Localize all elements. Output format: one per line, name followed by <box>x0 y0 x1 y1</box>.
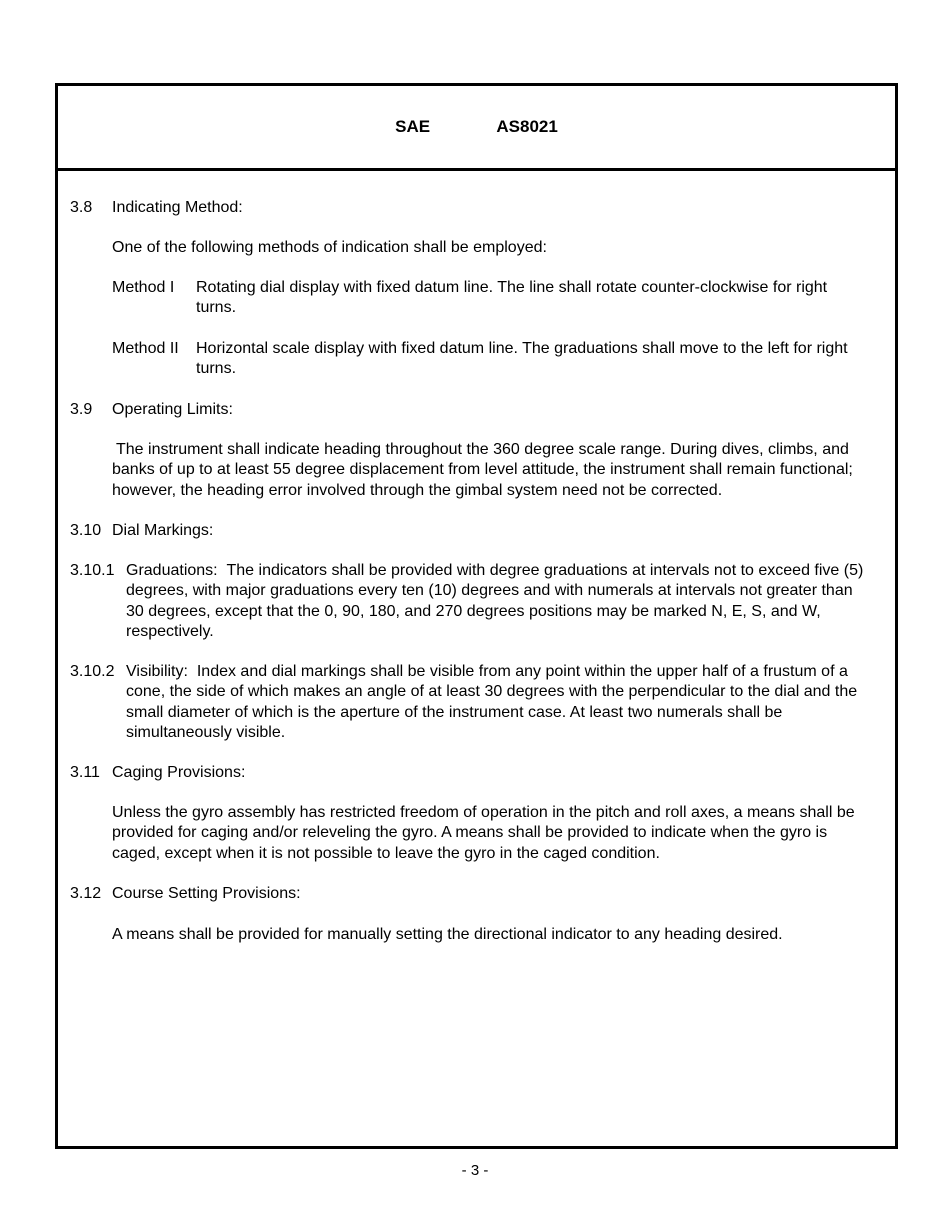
section-3-9-body: The instrument shall indicate heading throughout the 360 degree scale range. During dives, climbs, and banks of up to at least 55 degree displacement from level attitude, the instrument shall remain functional; however, the heading error involved through the gimbal system need not be corrected. <box>112 441 853 499</box>
section-number: 3.10.2 <box>70 663 115 680</box>
section-3-11-heading <box>70 763 246 783</box>
section-title: Caging Provisions: <box>112 764 246 781</box>
section-title: Course Setting Provisions: <box>112 885 301 902</box>
section-body: Index and dial markings shall be visible from any point within the upper half of a frustum of a cone, the side of which makes an angle of at least 30 degrees with the perpendicular to the dial and the small diameter of which is the aperture of the instrument case. At least two numerals shall be simultaneously visible. <box>126 663 858 742</box>
section-number: 3.11 <box>70 764 100 781</box>
section-number: 3.10 <box>70 522 102 539</box>
section-3-10-1 <box>70 561 871 643</box>
section-3-12-body: A means shall be provided for manually setting the directional indicator to any heading desired. <box>112 926 783 943</box>
section-3-8-intro: One of the following methods of indication shall be employed: <box>112 239 547 256</box>
section-3-8-heading <box>70 198 243 218</box>
section-number: 3.8 <box>70 199 93 216</box>
method-2-text: Horizontal scale display with fixed datum line. The graduations shall move to the left for right turns. <box>196 340 848 378</box>
document-header <box>58 86 895 171</box>
section-title: Operating Limits: <box>112 401 233 418</box>
section-3-10-2 <box>70 662 871 744</box>
page-number: - 3 - <box>461 1162 489 1179</box>
section-title: Graduations: <box>126 562 218 579</box>
section-number: 3.10.1 <box>70 562 115 579</box>
section-title: Dial Markings: <box>112 522 214 539</box>
section-title: Indicating Method: <box>112 199 243 216</box>
section-3-11-body: Unless the gyro assembly has restricted freedom of operation in the pitch and roll axes, a means shall be provided for caging and/or releveling the gyro. A means shall be provided to indicate when the gyro is caged, except when it is not possible to leave the gyro in the caged condition. <box>112 804 855 862</box>
method-1-text: Rotating dial display with fixed datum line. The line shall rotate counter-clockwise for right turns. <box>196 279 828 317</box>
method-2-label: Method II <box>112 340 179 357</box>
section-title: Visibility: <box>126 663 188 680</box>
section-body: The indicators shall be provided with degree graduations at intervals not to exceed five (5) degrees, with major graduations every ten (10) degrees and with numerals at intervals not greater than 30 degrees, except that the 0, 90, 180, and 270 degrees positions may be marked N, E, S, and W, respectively. <box>126 562 864 641</box>
document-id: SAE AS8021 <box>395 117 558 136</box>
method-1-label: Method I <box>112 279 175 296</box>
section-number: 3.12 <box>70 885 102 902</box>
section-number: 3.9 <box>70 401 93 418</box>
section-3-12-heading <box>70 884 301 904</box>
section-3-9-heading <box>70 400 233 420</box>
section-3-10-heading <box>70 521 214 541</box>
